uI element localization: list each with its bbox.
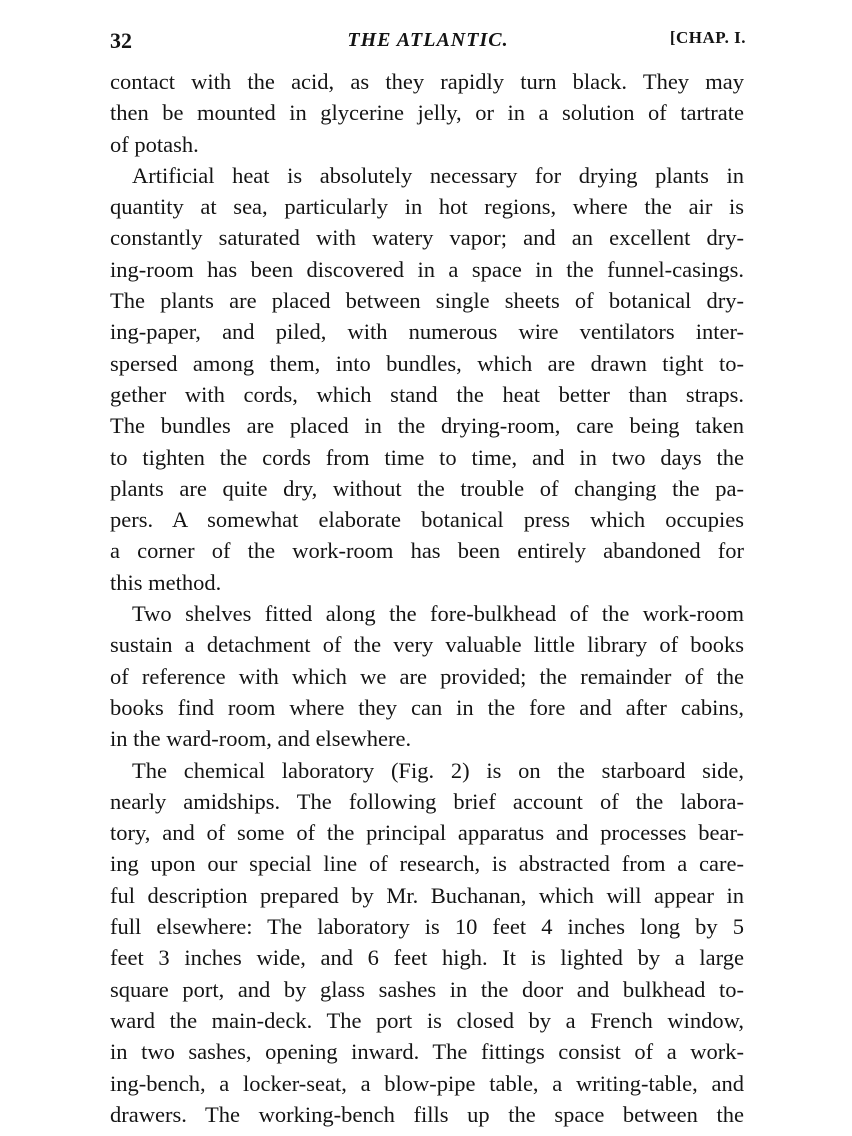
text-line: ward the main-deck. The port is closed by a French window,	[110, 1007, 744, 1033]
text-line: nearly amidships. The following brief account of the labora-	[110, 788, 744, 814]
paragraph-laboratory	[110, 755, 744, 1131]
text-line: ing-bench, a locker-seat, a blow-pipe table, a writing-table, and	[110, 1070, 744, 1096]
text-line: of reference with which we are provided; the remainder of the	[110, 663, 744, 689]
text-line: of potash.	[110, 131, 199, 157]
text-line: spersed among them, into bundles, which are drawn tight to-	[110, 350, 744, 376]
text-line: The plants are placed between single sheets of botanical dry-	[110, 288, 744, 314]
text-line: square port, and by glass sashes in the door and bulkhead to-	[110, 976, 744, 1002]
paragraph-drying-plants	[110, 160, 744, 598]
text-line: Two shelves fitted along the fore-bulkhead of the work-room	[132, 601, 744, 627]
text-line: quantity at sea, particularly in hot regions, where the air is	[110, 194, 744, 220]
text-line: ing-paper, and piled, with numerous wire ventilators inter-	[110, 319, 744, 345]
text-line: then be mounted in glycerine jelly, or in a solution of tartrate	[110, 100, 744, 126]
text-line: full elsewhere: The laboratory is 10 feet 4 inches long by 5	[110, 914, 744, 940]
text-line: constantly saturated with watery vapor; and an excellent dry-	[110, 225, 744, 251]
paragraph-continued	[110, 66, 744, 160]
chapter-mark: [CHAP. I.	[669, 28, 746, 47]
running-title: THE ATLANTIC.	[347, 29, 509, 51]
body-text	[110, 66, 744, 1130]
text-line: to tighten the cords from time to time, and in two days the	[110, 444, 744, 470]
text-line: a corner of the work-room has been entirely abandoned for	[110, 538, 744, 564]
text-line: ing-room has been discovered in a space in the funnel-casings.	[110, 256, 744, 282]
text-line: feet 3 inches wide, and 6 feet high. It is lighted by a large	[110, 945, 744, 971]
paragraph-library	[110, 598, 744, 754]
text-line: The bundles are placed in the drying-room, care being taken	[110, 413, 744, 439]
text-line: ing upon our special line of research, is abstracted from a care-	[110, 851, 744, 877]
text-line: tory, and of some of the principal apparatus and processes bear-	[110, 820, 744, 846]
text-line: this method.	[110, 569, 222, 595]
page-number: 32	[110, 28, 132, 53]
text-line: The chemical laboratory (Fig. 2) is on the starboard side,	[132, 757, 744, 783]
text-line: in two sashes, opening inward. The fittings consist of a work-	[110, 1039, 744, 1065]
text-line: Artificial heat is absolutely necessary for drying plants in	[132, 162, 744, 188]
page-header	[110, 28, 746, 56]
text-line: sustain a detachment of the very valuable little library of books	[110, 632, 744, 658]
text-line: ful description prepared by Mr. Buchanan, which will appear in	[110, 882, 744, 908]
text-line: drawers. The working-bench fills up the space between the	[110, 1101, 744, 1127]
text-line: pers. A somewhat elaborate botanical press which occupies	[110, 507, 744, 533]
text-line: books find room where they can in the fore and after cabins,	[110, 694, 744, 720]
text-line: in the ward-room, and elsewhere.	[110, 726, 412, 752]
text-line: gether with cords, which stand the heat better than straps.	[110, 381, 744, 407]
text-line: contact with the acid, as they rapidly turn black. They may	[110, 69, 744, 94]
text-line: plants are quite dry, without the trouble of changing the pa-	[110, 475, 744, 501]
